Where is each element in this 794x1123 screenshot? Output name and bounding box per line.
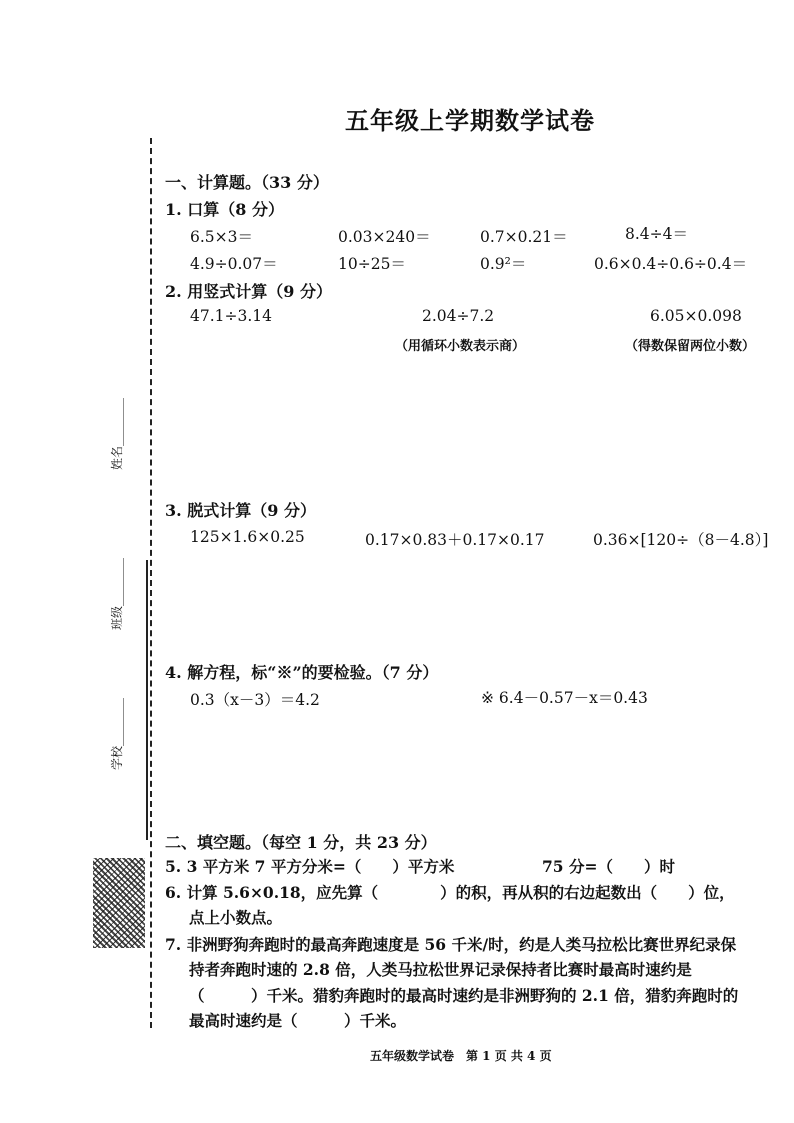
q2-item: 6.05×0.098 bbox=[650, 307, 742, 325]
q4-item: ※ 6.4－0.57－x＝0.43 bbox=[481, 689, 648, 707]
q4-label: 4. 解方程，标“※”的要检验。（7 分） bbox=[165, 663, 439, 682]
q3-label: 3. 脱式计算（9 分） bbox=[165, 501, 316, 520]
section2-heading: 二、填空题。（每空 1 分，共 23 分） bbox=[165, 833, 437, 852]
side-school-label: 学校________ bbox=[110, 697, 124, 770]
binding-solid-line bbox=[146, 560, 148, 840]
q1-item: 10÷25＝ bbox=[338, 255, 406, 273]
q2-note: （用循环小数表示商） bbox=[395, 339, 526, 354]
q5-part1: 5. 3 平方米 7 平方分米=（ ）平方米 bbox=[165, 857, 455, 876]
q1-item: 4.9÷0.07＝ bbox=[190, 255, 278, 273]
q4-item: 0.3（x－3）＝4.2 bbox=[190, 691, 320, 709]
q7-line1: 7. 非洲野狗奔跑时的最高奔跑速度是 56 千米/时，约是人类马拉松比赛世界纪录保 bbox=[165, 935, 737, 954]
side-class-label: 班级________ bbox=[110, 557, 124, 630]
qr-code-noise bbox=[93, 858, 145, 948]
q5-part2: 75 分=（ ）时 bbox=[542, 857, 675, 876]
page-title: 五年级上学期数学试卷 bbox=[345, 106, 595, 135]
q7-line2: 持者奔跑时速的 2.8 倍，人类马拉松世界记录保持者比赛时最高时速约是 bbox=[189, 960, 692, 979]
q6-line1: 6. 计算 5.6×0.18，应先算（ ）的积，再从积的右边起数出（ ）位， bbox=[165, 883, 735, 902]
q2-item: 47.1÷3.14 bbox=[190, 307, 273, 325]
q3-item: 0.17×0.83＋0.17×0.17 bbox=[365, 531, 545, 549]
q1-label: 1. 口算（8 分） bbox=[165, 200, 284, 219]
q2-label: 2. 用竖式计算（9 分） bbox=[165, 282, 332, 301]
q7-line4: 最高时速约是（ ）千米。 bbox=[189, 1011, 407, 1030]
q2-note: （得数保留两位小数） bbox=[625, 339, 756, 354]
q1-item: 0.9²＝ bbox=[480, 255, 527, 273]
q1-item: 0.03×240＝ bbox=[338, 228, 431, 246]
q7-line3: （ ）千米。猎豹奔跑时的最高时速约是非洲野狗的 2.1 倍，猎豹奔跑时的 bbox=[189, 986, 739, 1005]
q1-item: 6.5×3＝ bbox=[190, 228, 253, 246]
q1-item: 8.4÷4＝ bbox=[625, 225, 688, 243]
page-footer: 五年级数学试卷 第 1 页 共 4 页 bbox=[370, 1049, 552, 1063]
binding-dashed-line bbox=[150, 138, 152, 1028]
q1-item: 0.6×0.4÷0.6÷0.4＝ bbox=[594, 255, 748, 273]
section1-heading: 一、计算题。（33 分） bbox=[165, 173, 329, 192]
q6-line2: 点上小数点。 bbox=[189, 908, 283, 927]
q2-item: 2.04÷7.2 bbox=[422, 307, 495, 325]
q1-item: 0.7×0.21＝ bbox=[480, 228, 568, 246]
q3-item: 125×1.6×0.25 bbox=[190, 528, 305, 546]
side-name-label: 姓名________ bbox=[110, 397, 124, 470]
q3-item: 0.36×[120÷（8－4.8）] bbox=[593, 531, 769, 549]
